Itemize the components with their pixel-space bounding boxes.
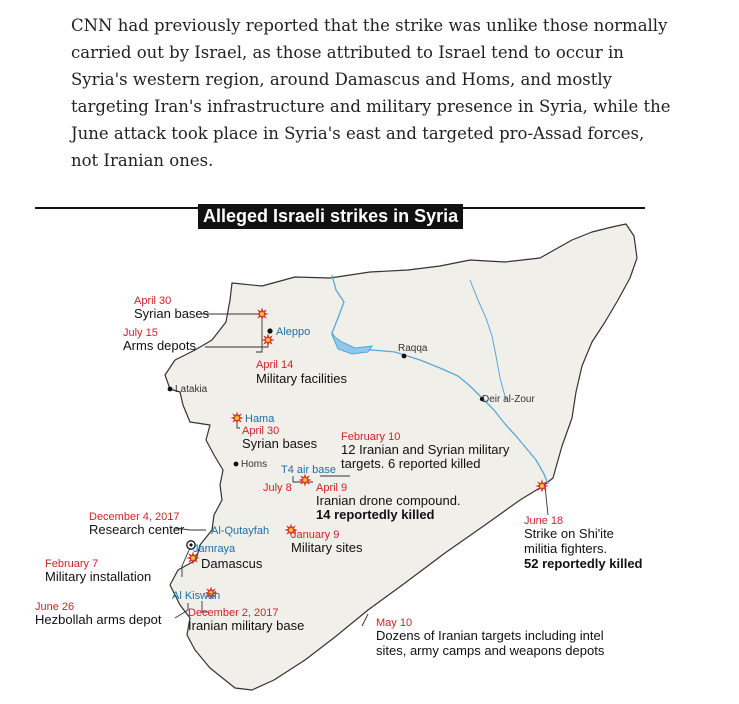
strike-desc: Military installation (45, 569, 152, 584)
strike-desc: Military sites (291, 540, 363, 555)
strike-desc: 12 Iranian and Syrian military (341, 442, 510, 457)
strike-date: February 7 (45, 558, 99, 570)
place-al-qutayfah: Al-Qutayfah (211, 525, 270, 537)
strike-date: April 9 (316, 482, 348, 494)
place-hama: Hama (245, 413, 275, 425)
city-homs: Homs (241, 459, 268, 470)
strike-date: July 15 (123, 327, 158, 339)
strike-desc: Hezbollah arms depot (35, 612, 162, 627)
strike-date: December 2, 2017 (188, 607, 279, 619)
place-jamraya: Jamraya (193, 543, 236, 555)
strike-date: December 4, 2017 (89, 511, 180, 523)
strike-date: April 30 (134, 295, 172, 307)
strike-date: April 30 (242, 425, 280, 437)
strike-burst-core (303, 478, 307, 482)
strike-desc: targets. 6 reported killed (341, 456, 481, 471)
strike-date: February 10 (341, 431, 401, 443)
strike-desc: Military facilities (256, 371, 348, 386)
strike-date: May 10 (376, 617, 413, 629)
strike-desc: 52 reportedly killed (524, 556, 643, 571)
strike-desc: Syrian bases (134, 306, 210, 321)
strike-date: June 18 (524, 515, 564, 527)
strike-desc: Syrian bases (242, 436, 318, 451)
city-aleppo: Aleppo (276, 326, 311, 338)
article-paragraph: CNN had previously reported that the strike was unlike those normally carried out by Israel, as those attributed to Israel tend to occur in Syria's western region, around Damascus and Homs, and mostly targeting Iran's infrastructure and military presence in Syria, while the June attack took place in Syria's east and targeted pro-Assad forces, not Iranian ones. (71, 16, 671, 170)
city-deir-al-zour: Deir al-Zour (482, 394, 535, 405)
strike-desc: Dozens of Iranian targets including intel (376, 628, 604, 643)
strike-desc: Strike on Shi'ite (524, 526, 614, 541)
place-t4-air-base: T4 air base (281, 464, 337, 476)
strike-burst-core (235, 416, 239, 420)
strike-desc: Iranian drone compound. (316, 493, 461, 508)
strike-desc: sites, army camps and weapons depots (376, 643, 605, 658)
strike-date: April 14 (256, 359, 294, 371)
strike-desc: Iranian military base (188, 618, 305, 633)
city-damascus: Damascus (201, 556, 263, 571)
strike-burst-core (540, 484, 544, 488)
strike-desc: 14 reportedly killed (316, 507, 435, 522)
city-latakia: Latakia (175, 384, 208, 395)
strike-burst-core (191, 556, 195, 560)
strike-burst-core (260, 312, 264, 316)
city-raqqa: Raqqa (398, 343, 428, 354)
map-title: Alleged Israeli strikes in Syria (198, 204, 463, 229)
strike-desc: Arms depots (123, 338, 196, 353)
strike-date: January 9 (291, 529, 340, 541)
strike-date: June 26 (35, 601, 75, 613)
place-al-kiswah: Al Kiswah (172, 590, 221, 602)
strike-burst-core (266, 338, 270, 342)
strike-desc: Research center (89, 522, 185, 537)
strike-date: July 8 (263, 482, 292, 494)
strike-desc: militia fighters. (524, 541, 608, 556)
